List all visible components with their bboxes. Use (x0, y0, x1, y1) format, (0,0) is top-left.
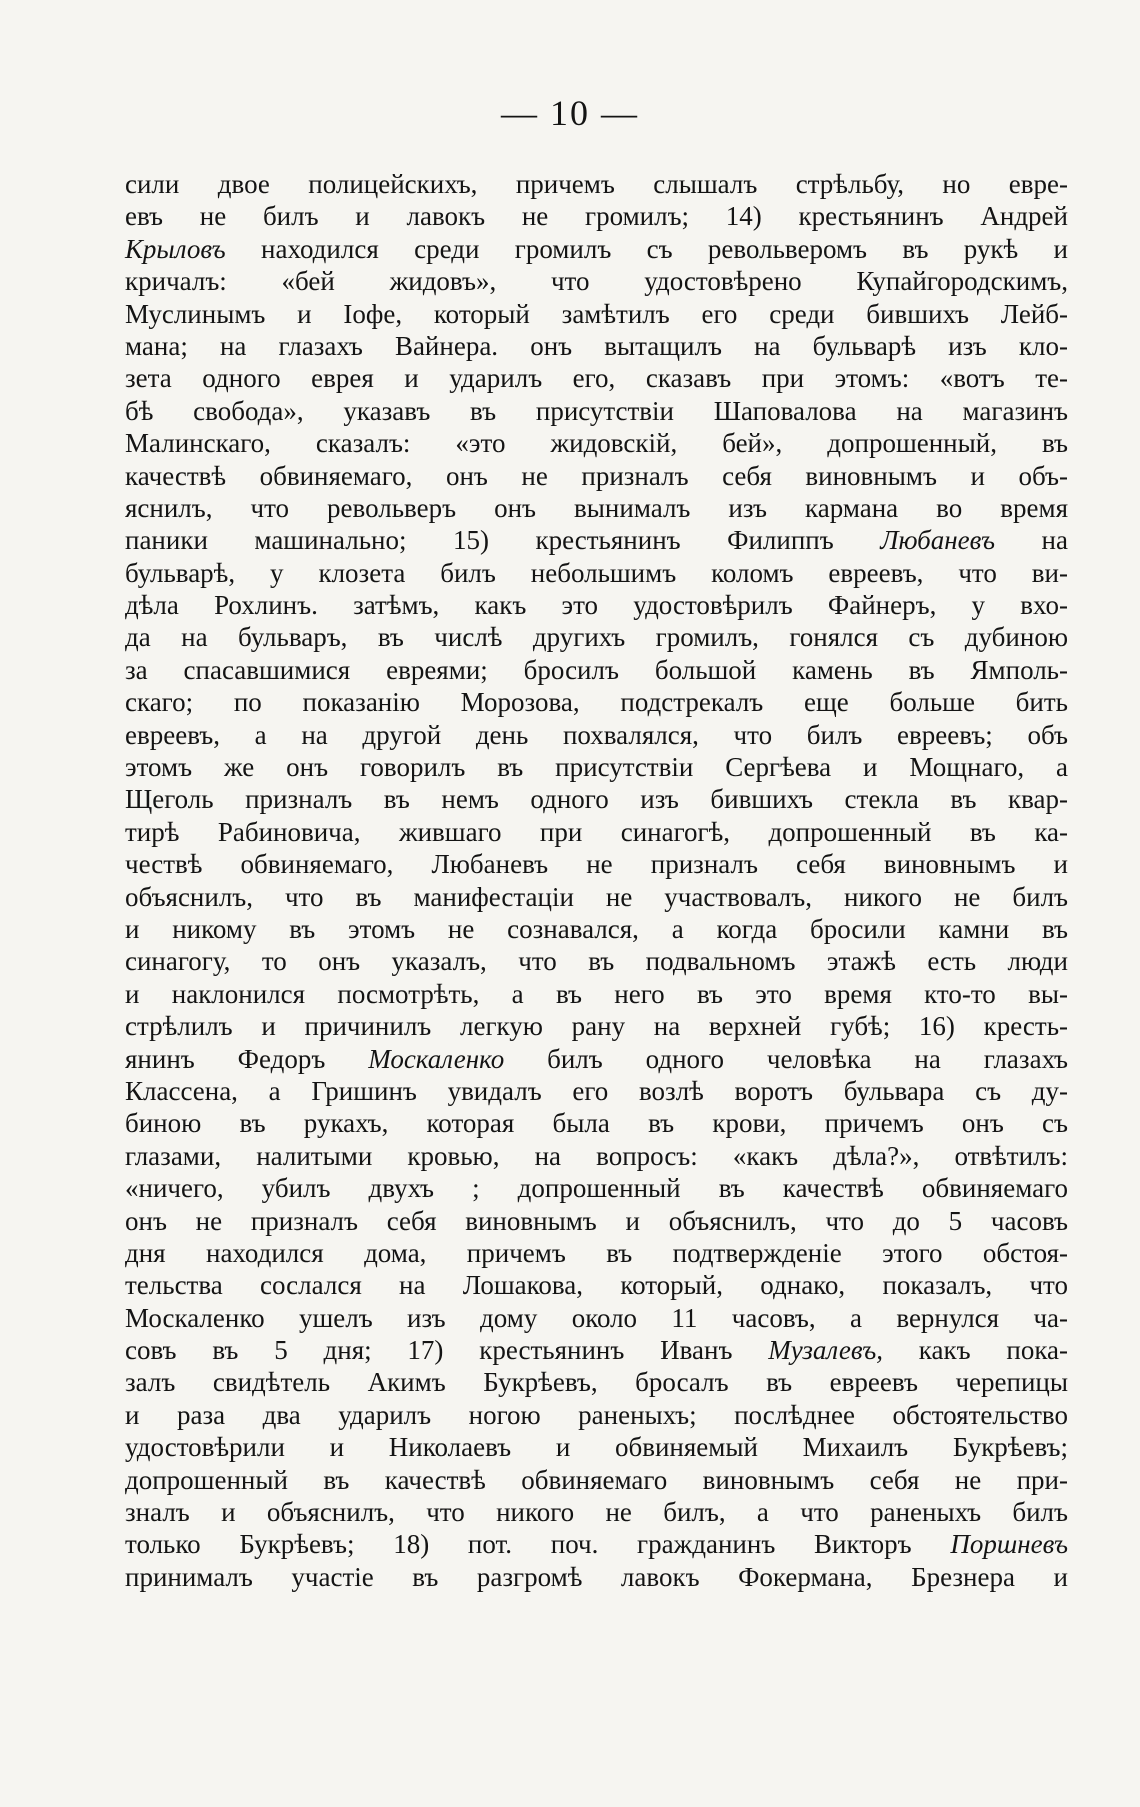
defendant-name: Любаневъ (880, 525, 996, 556)
text-segment: только Букрѣевъ; 18) пот. поч. гражданинъ Викторъ (125, 1529, 951, 1560)
body-text (125, 168, 1068, 1593)
text-line: Классена, а Гришинъ увидалъ его возлѣ воротъ бульвара съ ду- (125, 1075, 1068, 1106)
text-segment: билъ одного человѣка на глазахъ (504, 1043, 1069, 1074)
text-line: удостовѣрили и Николаевъ и обвиняемый Михаилъ Букрѣевъ; (125, 1432, 1068, 1463)
text-line (125, 524, 1068, 556)
text-segment: совъ въ 5 дня; 17) крестьянинъ Иванъ (125, 1335, 769, 1366)
text-line (125, 1334, 1068, 1366)
text-line: Щеголь призналъ въ немъ одного изъ бившихъ стекла въ квар- (125, 784, 1068, 815)
text-line: синагогу, то онъ указалъ, что въ подвальномъ этажѣ есть люди (125, 946, 1068, 977)
text-line: яснилъ, что револьверъ онъ вынималъ изъ кармана во время (125, 492, 1068, 523)
text-line: глазами, налитыми кровью, на вопросъ: «какъ дѣла?», отвѣтилъ: (125, 1140, 1068, 1171)
text-line: за спасавшимися евреями; бросилъ большой камень въ Ямполь- (125, 654, 1068, 685)
text-line: мана; на глазахъ Вайнера. онъ вытащилъ на бульварѣ изъ кло- (125, 330, 1068, 361)
text-segment: паники машинально; 15) крестьянинъ Филиппъ (125, 525, 881, 556)
text-line: дня находился дома, причемъ въ подтвержденіе этого обстоя- (125, 1237, 1068, 1268)
text-line: и раза два ударилъ ногою раненыхъ; послѣднее обстоятельство (125, 1399, 1068, 1430)
defendant-name: Москаленко (368, 1043, 505, 1074)
text-line (125, 233, 1068, 265)
text-segment: янинъ Федоръ (125, 1043, 369, 1074)
text-line: Малинскаго, сказалъ: «это жидовскій, бей», допрошенный, въ (125, 428, 1068, 459)
text-line: да на бульваръ, въ числѣ другихъ громилъ, гонялся съ дубиною (125, 622, 1068, 653)
page-number: — 10 — (501, 93, 639, 133)
text-line: скаго; по показанію Морозова, подстрекалъ еще больше бить (125, 687, 1068, 718)
text-line: Москаленко ушелъ изъ дому около 11 часовъ, а вернулся ча- (125, 1302, 1068, 1333)
text-line: биною въ рукахъ, которая была въ крови, причемъ онъ съ (125, 1108, 1068, 1139)
text-segment: на (995, 525, 1068, 556)
text-line: допрошенный въ качествѣ обвиняемаго виновнымъ себя не при- (125, 1464, 1068, 1495)
text-line: объяснилъ, что въ манифестаціи не участвовалъ, никого не билъ (125, 881, 1068, 912)
text-line: тельства сослался на Лошакова, который, однако, показалъ, что (125, 1270, 1068, 1301)
defendant-name: Поршневъ (950, 1529, 1068, 1560)
defendant-name: Крыловъ (125, 233, 226, 264)
text-line: сили двое полицейскихъ, причемъ слышалъ стрѣльбу, но евре- (125, 169, 1068, 199)
text-line: евреевъ, а на другой день похвалялся, что билъ евреевъ; объ (125, 719, 1068, 750)
text-line: этомъ же онъ говорилъ въ присутствіи Сергѣева и Мощнаго, а (125, 752, 1068, 783)
text-line: Муслинымъ и Іофе, который замѣтилъ его среди бившихъ Лейб- (125, 298, 1068, 329)
text-segment: какъ пока- (882, 1335, 1069, 1366)
text-line: и наклонился посмотрѣть, а въ него въ это время кто-то вы- (125, 978, 1068, 1009)
text-line: и никому въ этомъ не сознавался, а когда бросили камни въ (125, 913, 1068, 944)
text-line (125, 1528, 1068, 1560)
text-line: зета одного еврея и ударилъ его, сказавъ при этомъ: «вотъ те- (125, 363, 1068, 394)
text-line: дѣла Рохлинъ. затѣмъ, какъ это удостовѣрилъ Файнеръ, у вхо- (125, 590, 1068, 621)
text-line (125, 1043, 1068, 1075)
text-line: евъ не билъ и лавокъ не громилъ; 14) крестьянинъ Андрей (125, 201, 1068, 232)
text-line: качествѣ обвиняемаго, онъ не призналъ себя виновнымъ и объ- (125, 460, 1068, 491)
text-line: бѣ свобода», указавъ въ присутствіи Шаповалова на магазинъ (125, 395, 1068, 426)
text-line: зналъ и объяснилъ, что никого не билъ, а что раненыхъ билъ (125, 1497, 1068, 1528)
text-line: стрѣлилъ и причинилъ легкую рану на верхней губѣ; 16) кресть- (125, 1011, 1068, 1042)
text-line: «ничего, убилъ двухъ ; допрошенный въ качествѣ обвиняемаго (125, 1173, 1068, 1204)
text-segment: находился среди громилъ съ револьверомъ въ рукѣ и (225, 233, 1068, 264)
text-line: бульварѣ, у клозета билъ небольшимъ коломъ евреевъ, что ви- (125, 557, 1068, 588)
text-line: залъ свидѣтель Акимъ Букрѣевъ, бросалъ въ евреевъ черепицы (125, 1367, 1068, 1398)
defendant-name: Музалевъ, (768, 1335, 883, 1366)
text-line: тирѣ Рабиновича, жившаго при синагогѣ, допрошенный въ ка- (125, 816, 1068, 847)
text-line: чествѣ обвиняемаго, Любаневъ не призналъ себя виновнымъ и (125, 849, 1068, 880)
text-line: кричалъ: «бей жидовъ», что удостовѣрено Купайгородскимъ, (125, 266, 1068, 297)
text-line: онъ не призналъ себя виновнымъ и объяснилъ, что до 5 часовъ (125, 1205, 1068, 1236)
text-line: принималъ участіе въ разгромѣ лавокъ Фокермана, Брезнера и (125, 1561, 1068, 1592)
